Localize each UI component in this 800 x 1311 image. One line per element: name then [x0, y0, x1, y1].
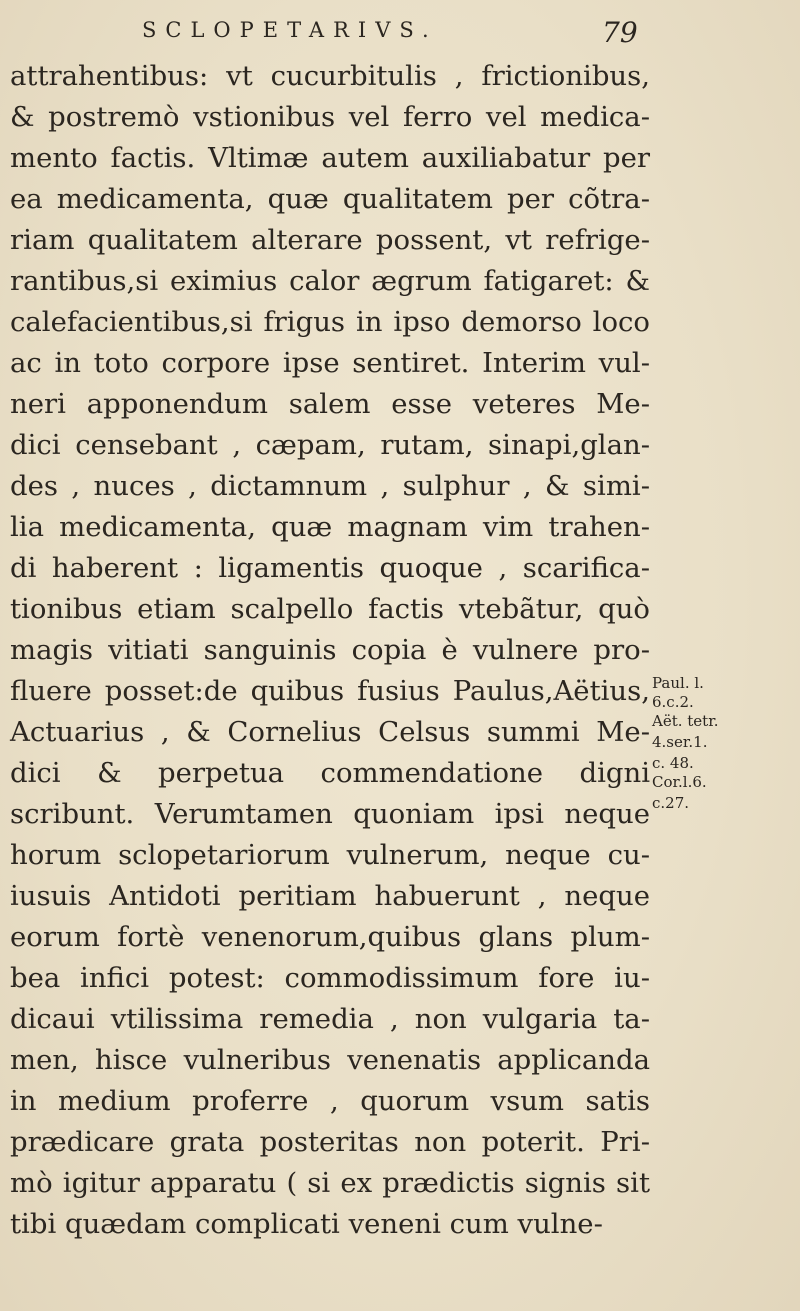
text-line: horum sclopetariorum vulnerum, neque cu- [10, 839, 650, 871]
text-line: calefacientibus,si frigus in ipso demorso loco [10, 306, 650, 338]
text-line: attrahentibus: vt cucurbitulis , frictionibus, [10, 60, 650, 92]
text-line: ac in toto corpore ipse sentiret. Interim vul- [10, 347, 650, 379]
text-line: riam qualitatem alterare possent, vt refrige- [10, 224, 650, 256]
text-line: di haberent : ligamentis quoque , scarifica- [10, 552, 650, 584]
text-line: dici censebant , cæpam, rutam, sinapi,glan- [10, 429, 650, 461]
text-line: tionibus etiam scalpello factis vtebãtur, quò [10, 593, 650, 625]
text-line: eorum fortè venenorum,quibus glans plum- [10, 921, 650, 953]
text-line: tibi quædam complicati veneni cum vulne- [10, 1208, 603, 1240]
text-line: rantibus,si eximius calor ægrum fatigaret: & [10, 265, 650, 297]
text-line: lia medicamenta, quæ magnam vim trahen- [10, 511, 650, 543]
text-line: prædicare grata posteritas non poterit. Pri- [10, 1126, 650, 1158]
text-line: bea infici potest: commodissimum fore iu- [10, 962, 650, 994]
page-number: 79 [602, 16, 638, 49]
marginal-note: c.27. [652, 794, 690, 812]
marginal-note: Aët. tetr. [652, 712, 719, 730]
marginal-note: c. 48. [652, 754, 694, 772]
text-line: iusuis Antidoti peritiam habuerunt , neque [10, 880, 650, 912]
text-line: & postremò vstionibus vel ferro vel medica- [10, 101, 650, 133]
text-line: ea medicamenta, quæ qualitatem per cõtra- [10, 183, 650, 215]
text-line: dicaui vtilissima remedia , non vulgaria ta- [10, 1003, 650, 1035]
text-line: Actuarius , & Cornelius Celsus summi Me- [10, 716, 650, 748]
running-title: SCLOPETARIVS. [142, 18, 438, 42]
text-line: in medium proferre , quorum vsum satis [10, 1085, 650, 1117]
marginal-note: 4.ser.1. [652, 733, 708, 751]
text-line: dici & perpetua commendatione digni [10, 757, 650, 789]
marginal-note: Cor.l.6. [652, 773, 707, 791]
marginal-note: 6.c.2. [652, 693, 694, 711]
text-line: magis vitiati sanguinis copia è vulnere pro- [10, 634, 650, 666]
marginal-note: Paul. l. [652, 674, 704, 692]
text-line: scribunt. Verumtamen quoniam ipsi neque [10, 798, 650, 830]
text-line: des , nuces , dictamnum , sulphur , & simi- [10, 470, 650, 502]
text-line: mento factis. Vltimæ autem auxiliabatur per [10, 142, 650, 174]
text-line: men, hisce vulneribus venenatis applicanda [10, 1044, 650, 1076]
text-line: fluere posset:de quibus fusius Paulus,Aëtius, [10, 675, 650, 707]
text-line: neri apponendum salem esse veteres Me- [10, 388, 650, 420]
text-line: mò igitur apparatu ( si ex prædictis signis sit [10, 1167, 650, 1199]
